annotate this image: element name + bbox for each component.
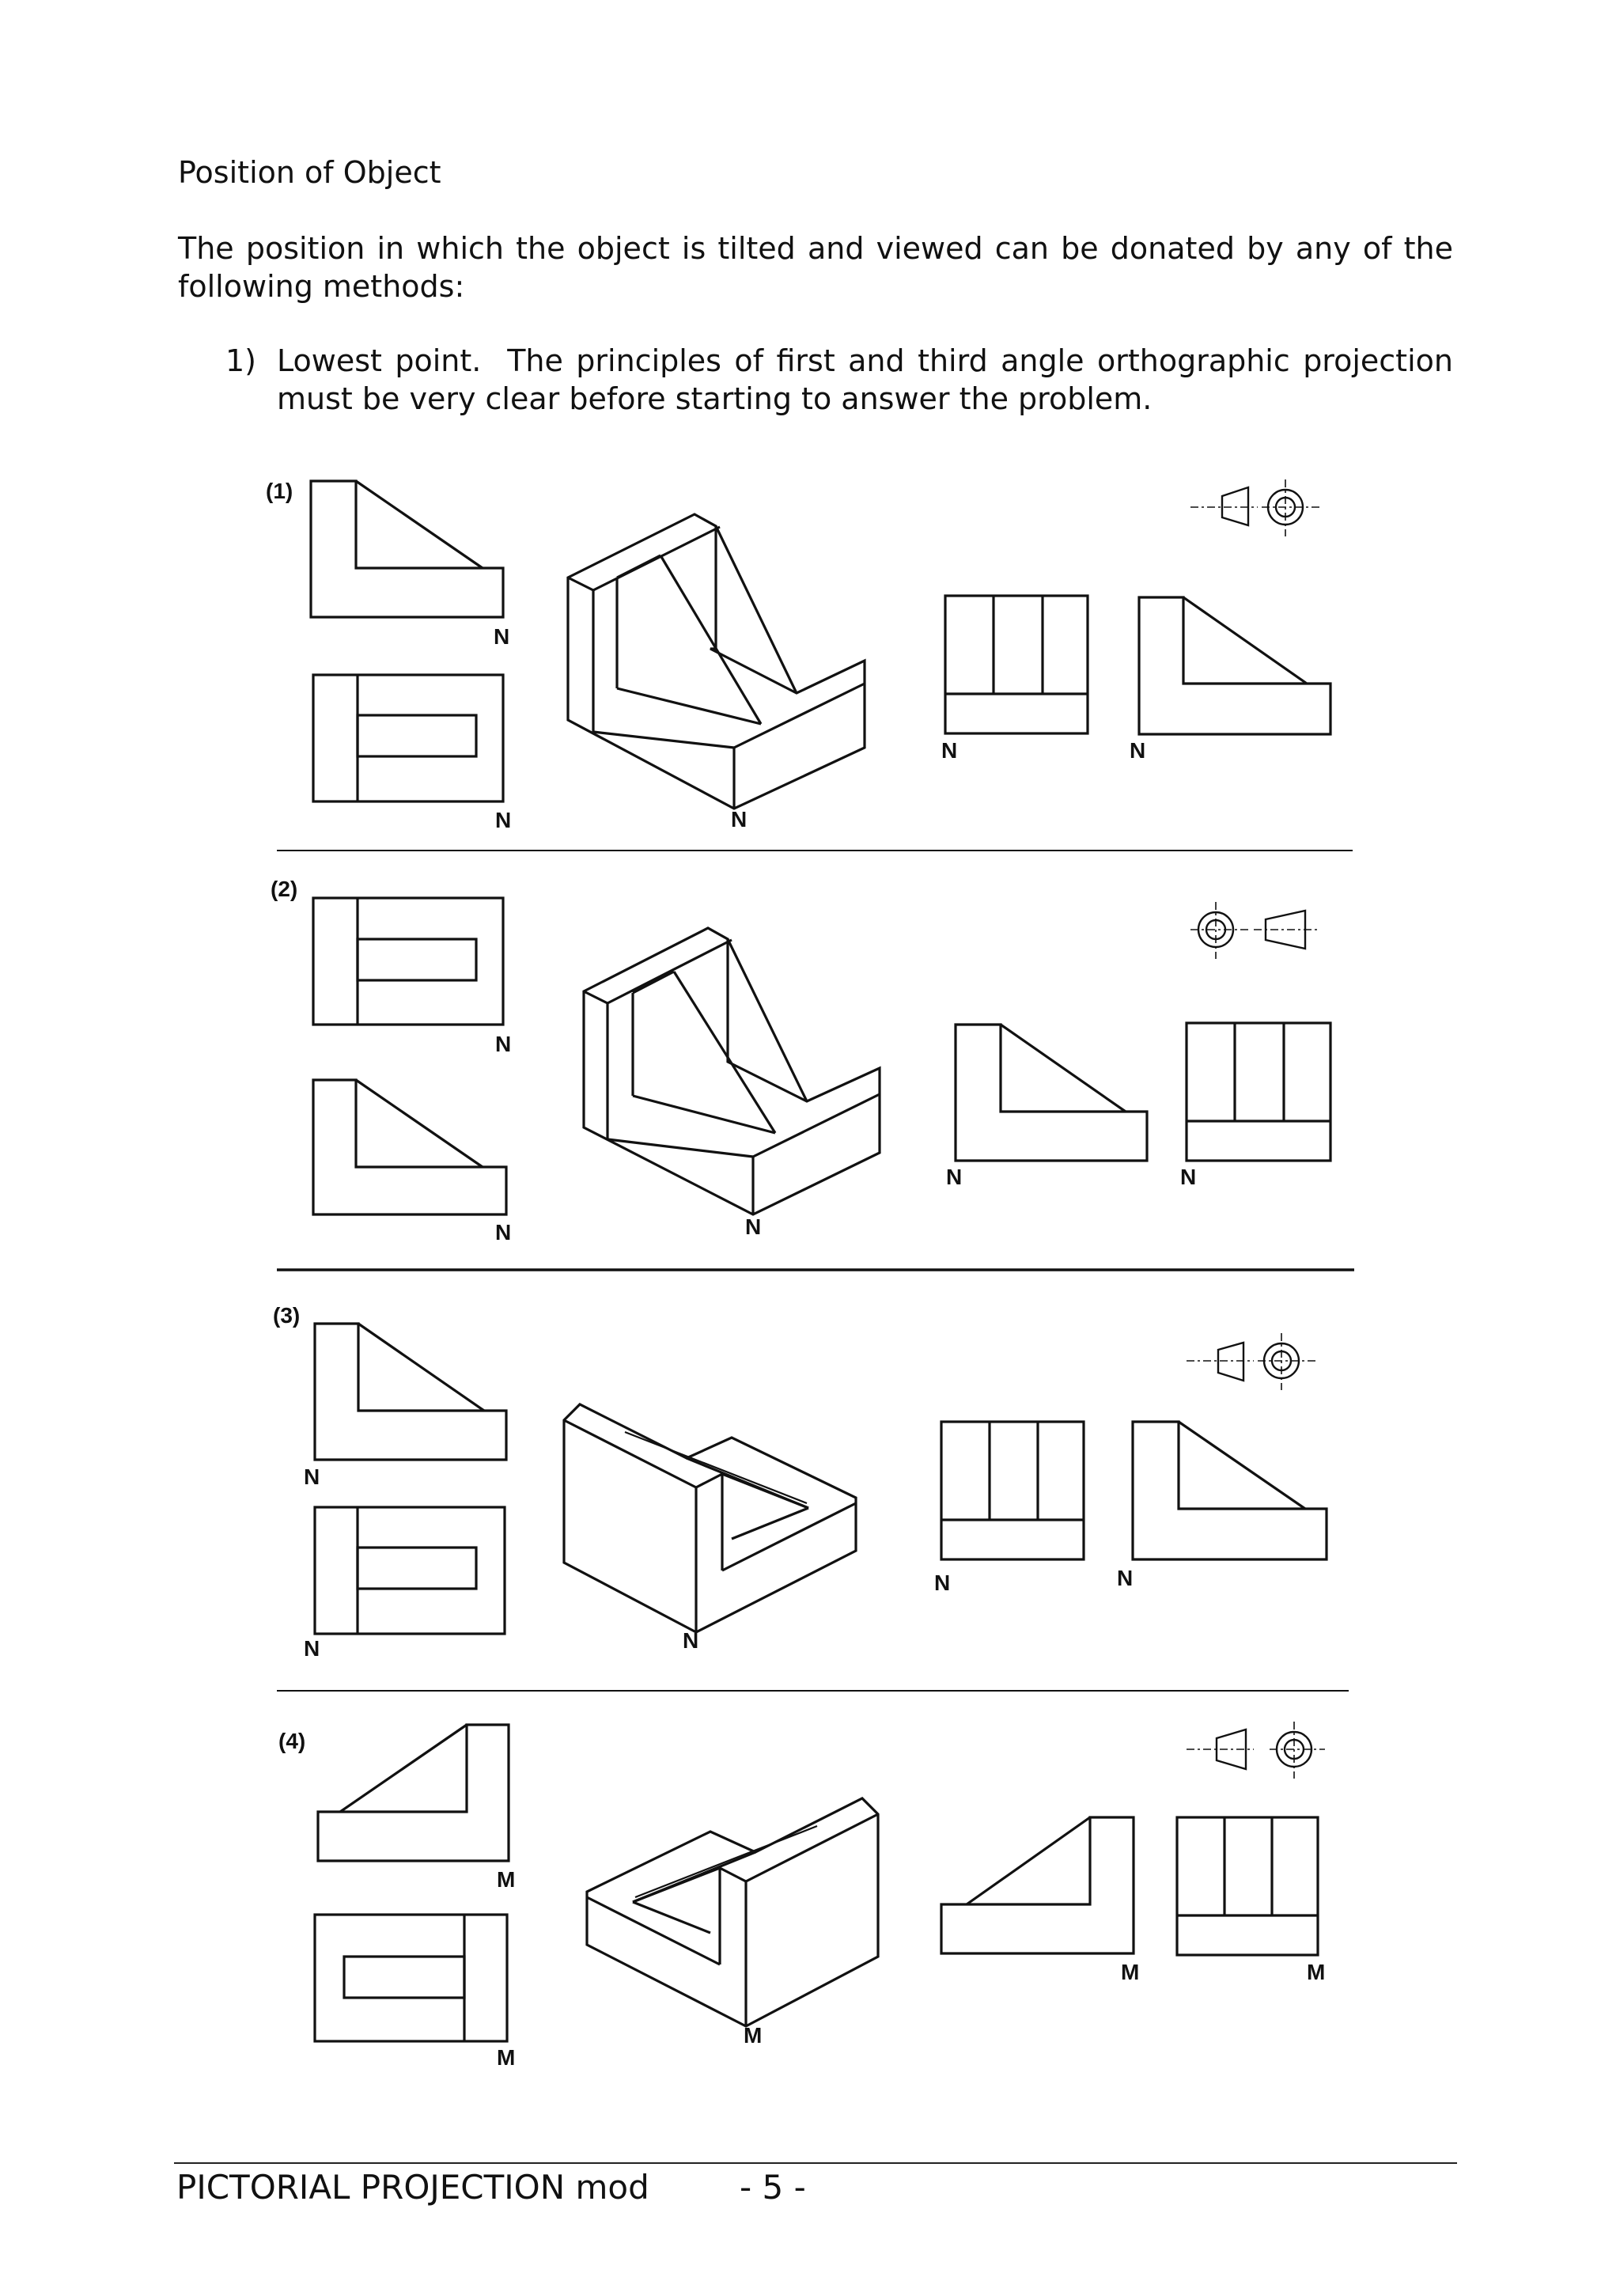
problem-1: [266, 479, 1330, 832]
problem-label: (2): [271, 877, 298, 901]
datum-mark: M: [497, 1867, 516, 1892]
intro-paragraph: The position in which the object is tilted and viewed can be donated by any of the following methods:: [178, 231, 1453, 304]
datum-mark: N: [495, 808, 512, 832]
problem-2: [271, 877, 1330, 1245]
end-view: [945, 596, 1088, 733]
list-item-label: Lowest point.: [277, 343, 482, 378]
datum-mark: N: [946, 1165, 963, 1189]
isometric-view: [587, 1798, 878, 2026]
isometric-view: [584, 928, 880, 1214]
side-view: [1133, 1422, 1327, 1559]
list-item-text: The principles of first and third angle orthographic projection must be very clear before starting to answer the problem.: [277, 343, 1453, 416]
datum-mark: N: [683, 1628, 699, 1653]
problem-label: (4): [278, 1729, 306, 1753]
projection-symbol-icon: [1190, 902, 1317, 959]
datum-mark: N: [1180, 1165, 1197, 1189]
elevation-view: [313, 1080, 506, 1214]
datum-mark: M: [1121, 1960, 1140, 1984]
side-view: [956, 1025, 1147, 1161]
datum-mark: N: [304, 1464, 320, 1489]
end-view: [1177, 1817, 1318, 1955]
datum-mark: N: [495, 1220, 512, 1245]
problem-label: (3): [273, 1303, 301, 1328]
datum-mark: N: [934, 1570, 951, 1595]
plan-view: [315, 1915, 507, 2041]
list-item-body: [277, 342, 1453, 418]
elevation-view: [311, 481, 503, 617]
plan-view: [313, 898, 503, 1025]
problem-4: [278, 1722, 1325, 2070]
datum-mark: N: [941, 738, 958, 763]
elevation-view: [318, 1725, 509, 1861]
isometric-view: [564, 1404, 856, 1632]
section-heading: Position of Object: [178, 155, 441, 190]
end-view: [941, 1422, 1084, 1559]
end-view: [1187, 1023, 1330, 1161]
footer-divider: [174, 2162, 1457, 2164]
problem-label: (1): [266, 479, 293, 503]
datum-mark: N: [1130, 738, 1146, 763]
datum-mark: M: [744, 2023, 763, 2048]
problem-3: [273, 1303, 1327, 1661]
footer-title: PICTORIAL PROJECTION mod: [176, 2168, 649, 2207]
plan-view: [313, 675, 503, 801]
datum-mark: M: [1307, 1960, 1326, 1984]
list-item-lowest-point: [225, 342, 1453, 418]
datum-mark: N: [731, 807, 748, 832]
datum-mark: M: [497, 2045, 516, 2070]
side-view: [941, 1817, 1134, 1953]
isometric-view: [568, 514, 865, 809]
datum-mark: N: [1117, 1566, 1134, 1590]
datum-mark: N: [494, 624, 510, 649]
projection-symbol-icon: [1190, 479, 1319, 536]
elevation-view: [315, 1324, 506, 1460]
side-view: [1139, 597, 1330, 734]
plan-view: [315, 1507, 505, 1634]
page-number: - 5 -: [740, 2168, 806, 2207]
list-item-number: 1): [225, 343, 257, 378]
datum-mark: N: [495, 1032, 512, 1056]
projection-symbol-icon: [1187, 1722, 1325, 1779]
projection-symbol-icon: [1187, 1333, 1315, 1390]
datum-mark: N: [745, 1214, 762, 1239]
datum-mark: N: [304, 1636, 320, 1661]
